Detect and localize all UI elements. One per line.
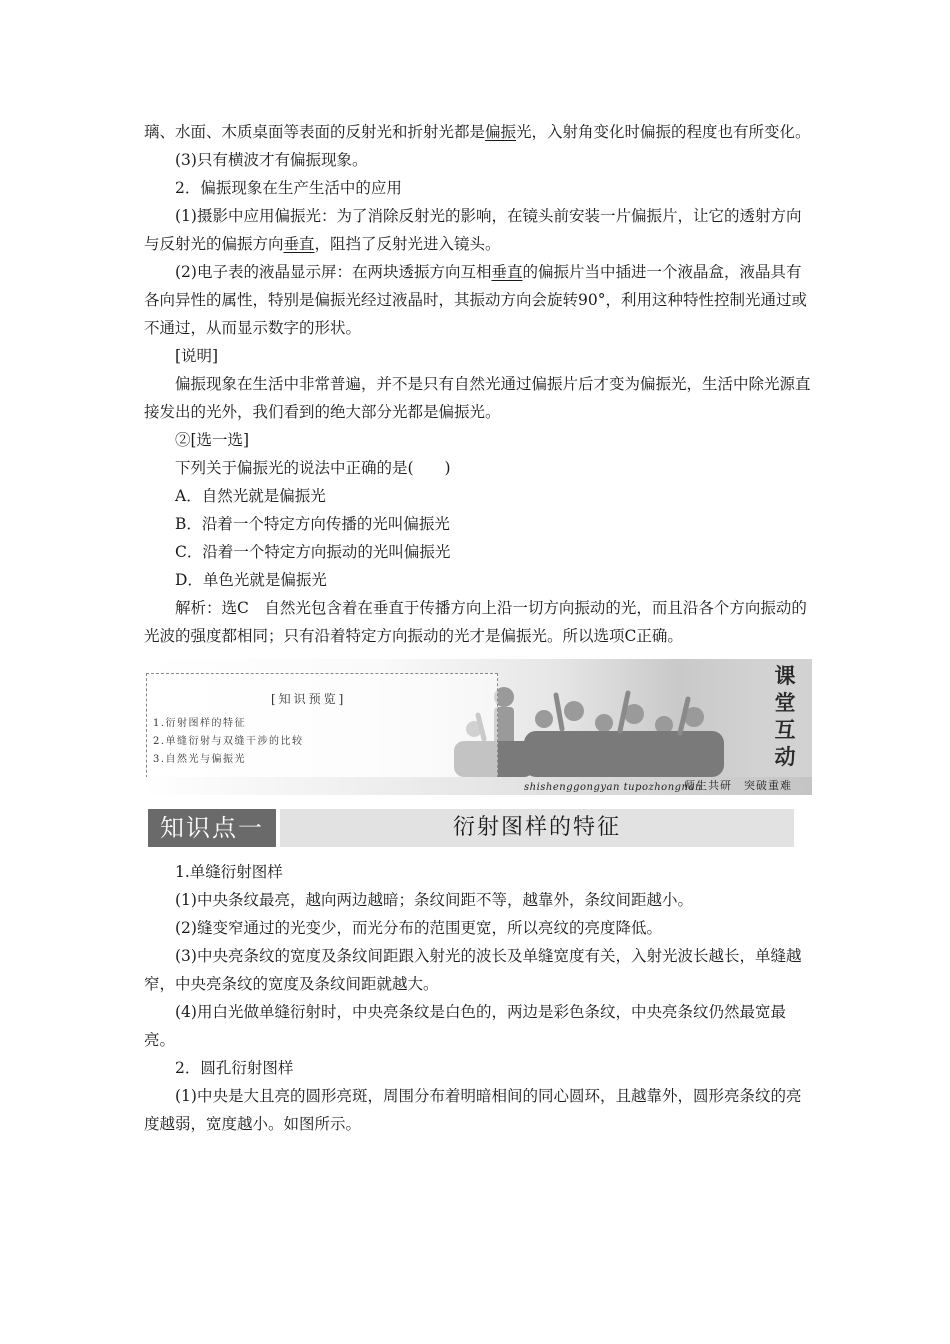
knowledge-point-title: 衍射图样的特征 [452, 815, 621, 840]
preview-title: [知识预览] [271, 692, 347, 706]
knowledge-preview-box [146, 673, 498, 783]
paragraph-photography [144, 202, 814, 258]
quiz-question: 下列关于偏振光的说法中正确的是( ) [175, 459, 451, 477]
text: (2)电子表的液晶显示屏：在两块透振方向互相 [175, 263, 492, 281]
tag-char: 堂 [774, 691, 796, 715]
text: ，阻挡了反射光进入镜头。 [314, 235, 501, 253]
quiz-option-d: D．单色光就是偏振光 [175, 571, 327, 589]
section-body [144, 858, 814, 1138]
banner-pinyin: shishenggongyan tupozhongnan [524, 782, 702, 793]
quiz-answer: 解析：选C 自然光包含着在垂直于传播方向上沿一切方向振动的光，而且沿各个方向振动的光波的强度都相同；只有沿着特定方向振动的光才是偏振光。所以选项C正确。 [144, 599, 807, 645]
preview-item: 1.衍射图样的特征 [153, 718, 247, 729]
list-item: (1)中央是大且亮的圆形亮斑，周围分布着明暗相间的同心圆环，且越靠外，圆形亮条纹的亮度越弱，宽度越小。如图所示。 [144, 1087, 802, 1133]
quiz-label: ②[选一选] [175, 431, 250, 449]
classroom-interaction-tag [758, 659, 812, 777]
text: 的偏振片当中插进一个液晶盒，液晶具有各向异性的属性，特别是偏振光经过液晶时，其振动方向会旋转90°，利用这种特性控制光通过或不通过，从而显示数字的形状。 [144, 263, 807, 337]
paragraph-heading-applications: 2．偏振现象在生产生活中的应用 [175, 179, 402, 197]
knowledge-point-label: 知识点一 [148, 809, 276, 847]
classroom-banner [144, 659, 812, 795]
paragraph-lcd [144, 258, 814, 342]
list-item: (3)中央亮条纹的宽度及条纹间距跟入射光的波长及单缝宽度有关，入射光波长越长，单缝越窄，中央亮条纹的宽度及条纹间距就越大。 [144, 947, 802, 993]
tag-char: 课 [774, 664, 796, 688]
quiz-option-b: B．沿着一个特定方向传播的光叫偏振光 [175, 515, 450, 533]
text: (1)摄影中应用偏振光：为了消除反射光的影响，在镜头前安装一片偏振片，让它的透射方向与反射光的偏振方向 [144, 207, 802, 253]
preview-item: 3.自然光与偏振光 [153, 754, 247, 765]
underlined-term: 垂直 [491, 263, 523, 281]
note-label: [说明] [175, 347, 219, 365]
paragraph-transverse: (3)只有横波才有偏振现象。 [175, 151, 368, 169]
knowledge-point-header [148, 809, 794, 847]
note-text: 偏振现象在生活中非常普遍，并不是只有自然光通过偏振片后才变为偏振光，生活中除光源直接发出的光外，我们看到的绝大部分光都是偏振光。 [144, 375, 811, 421]
quiz-option-c: C．沿着一个特定方向振动的光叫偏振光 [175, 543, 451, 561]
list-item: (1)中央条纹最亮，越向两边越暗；条纹间距不等，越靠外，条纹间距越小。 [175, 891, 693, 909]
quiz-option-a: A．自然光就是偏振光 [175, 487, 326, 505]
list-item: (4)用白光做单缝衍射时，中央亮条纹是白色的，两边是彩色条纹，中央亮条纹仍然最宽最亮。 [144, 1003, 786, 1049]
paragraph-reflection [144, 118, 814, 146]
underlined-term: 偏振 [485, 123, 517, 141]
section-heading-circular-hole: 2．圆孔衍射图样 [175, 1059, 294, 1077]
text: 璃、水面、木质桌面等表面的反射光和折射光都是 [144, 123, 486, 141]
tag-char: 互 [774, 718, 796, 742]
underlined-term: 垂直 [283, 235, 315, 253]
banner-motto: 师生共研 突破重难 [684, 779, 792, 792]
section-heading-single-slit: 1.单缝衍射图样 [175, 863, 283, 881]
text: 光，入射角变化时偏振的程度也有所变化。 [516, 123, 811, 141]
tag-char: 动 [774, 745, 796, 769]
list-item: (2)缝变窄通过的光变少，而光分布的范围更宽，所以亮纹的亮度降低。 [175, 919, 662, 937]
document-page [144, 118, 814, 1138]
preview-item: 2.单缝衍射与双缝干涉的比较 [153, 736, 304, 747]
